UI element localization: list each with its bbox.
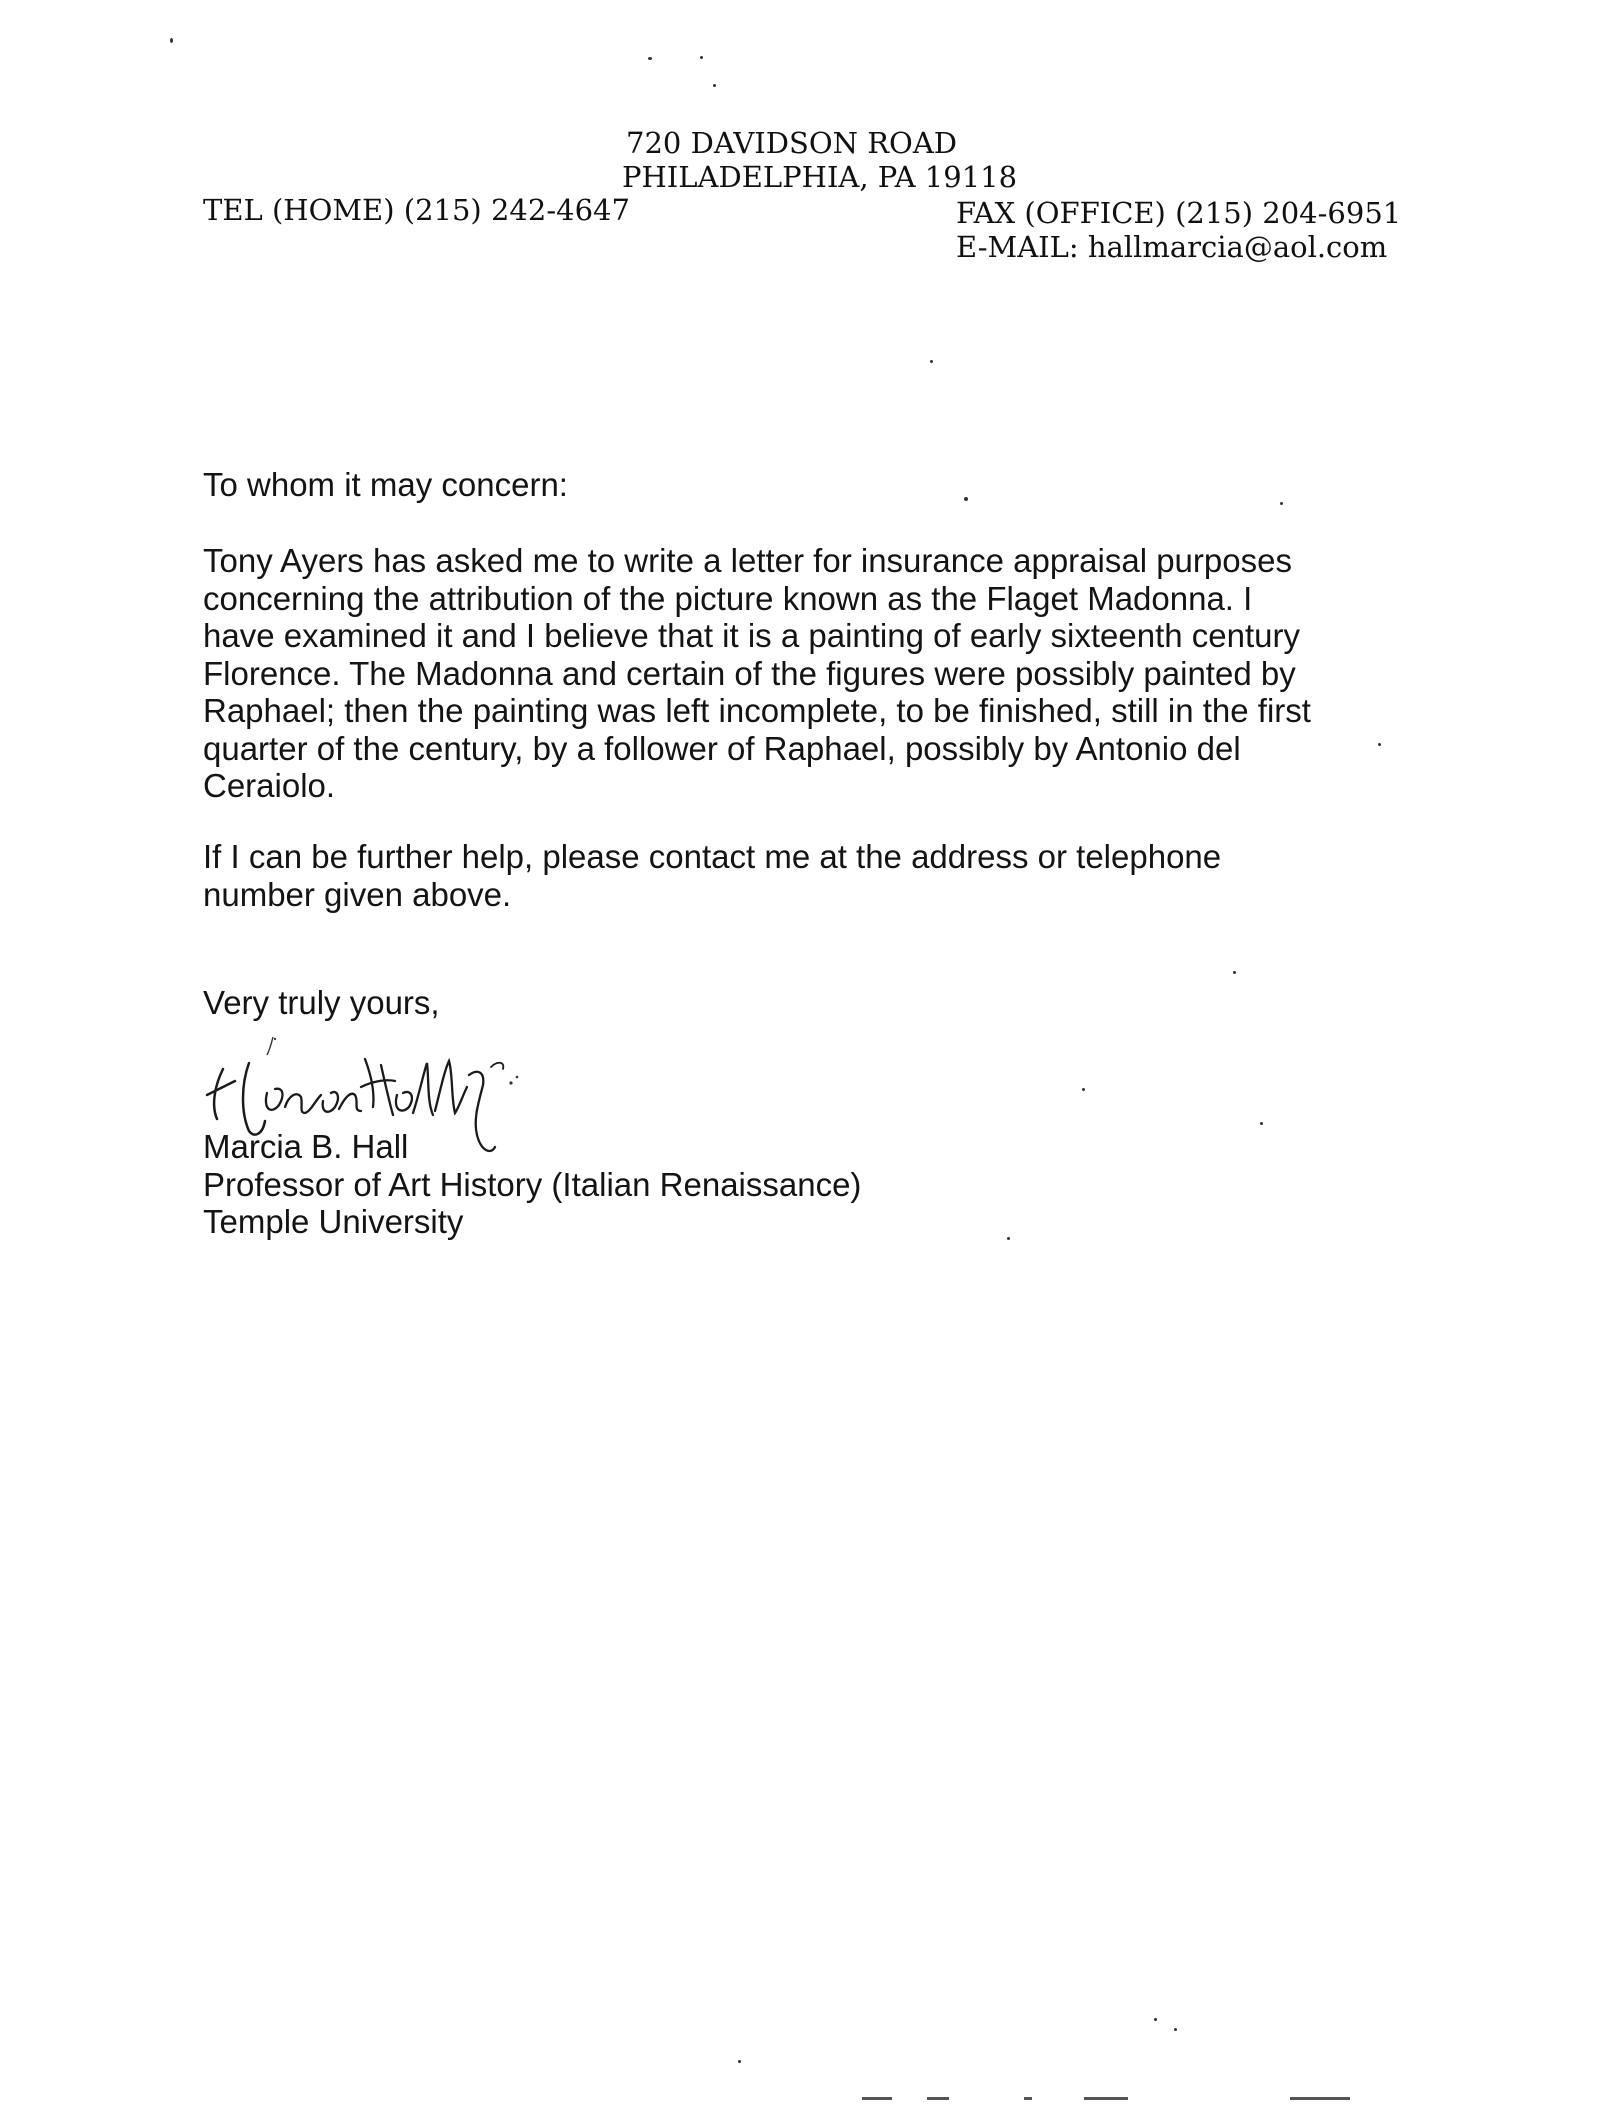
email-address: E-MAIL: hallmarcia@aol.com <box>956 230 1388 264</box>
scan-speck <box>1082 1088 1085 1091</box>
body-paragraph-1 <box>203 542 1383 805</box>
scan-speck <box>1378 743 1381 746</box>
scan-mark <box>1290 2097 1350 2100</box>
scan-speck <box>648 57 652 60</box>
scan-speck <box>1260 1122 1263 1125</box>
scan-speck <box>1174 2028 1177 2031</box>
scan-mark <box>1084 2097 1128 2100</box>
closing: Very truly yours, <box>203 984 440 1021</box>
scan-speck <box>930 360 933 363</box>
scan-mark <box>862 2097 892 2100</box>
paragraph-line: Tony Ayers has asked me to write a letter for insurance appraisal purposes <box>203 542 1292 579</box>
paragraph-line: Florence. The Madonna and certain of the figures were possibly painted by <box>203 654 1296 692</box>
scan-speck <box>1007 1237 1010 1240</box>
paragraph-line: number given above. <box>203 875 512 913</box>
paragraph-line: quarter of the century, by a follower of Raphael, possibly by Antonio del <box>203 729 1241 767</box>
scan-speck <box>700 56 703 59</box>
paragraph-line: Ceraiolo. <box>203 767 336 804</box>
scan-mark <box>1024 2097 1032 2100</box>
scan-speck <box>1154 2018 1157 2021</box>
scan-speck <box>1233 971 1236 974</box>
paragraph-line: concerning the attribution of the picture known as the Flaget Madonna. I <box>203 579 1253 617</box>
home-telephone: TEL (HOME) (215) 242-4647 <box>203 193 630 227</box>
body-paragraph-2 <box>203 838 1383 913</box>
signer-name: Marcia B. Hall <box>203 1128 409 1165</box>
scan-speck <box>964 497 968 501</box>
scan-speck <box>738 2060 741 2063</box>
salutation: To whom it may concern: <box>203 466 568 503</box>
paragraph-line: Raphael; then the painting was left incomplete, to be finished, still in the first <box>203 692 1311 729</box>
signer-affiliation: Temple University <box>203 1203 464 1240</box>
address-city: PHILADELPHIA, PA 19118 <box>622 160 1018 194</box>
signer-title: Professor of Art History (Italian Renaissance) <box>203 1166 862 1203</box>
scan-speck <box>1280 502 1283 505</box>
office-fax: FAX (OFFICE) (215) 204-6951 <box>956 196 1402 230</box>
paragraph-line: If I can be further help, please contact me at the address or telephone <box>203 838 1222 875</box>
address-street: 720 DAVIDSON ROAD <box>626 126 958 160</box>
scan-speck <box>713 84 716 87</box>
scan-mark <box>927 2097 949 2100</box>
paragraph-line: have examined it and I believe that it is a painting of early sixteenth century <box>203 617 1300 654</box>
scan-speck <box>170 38 173 43</box>
